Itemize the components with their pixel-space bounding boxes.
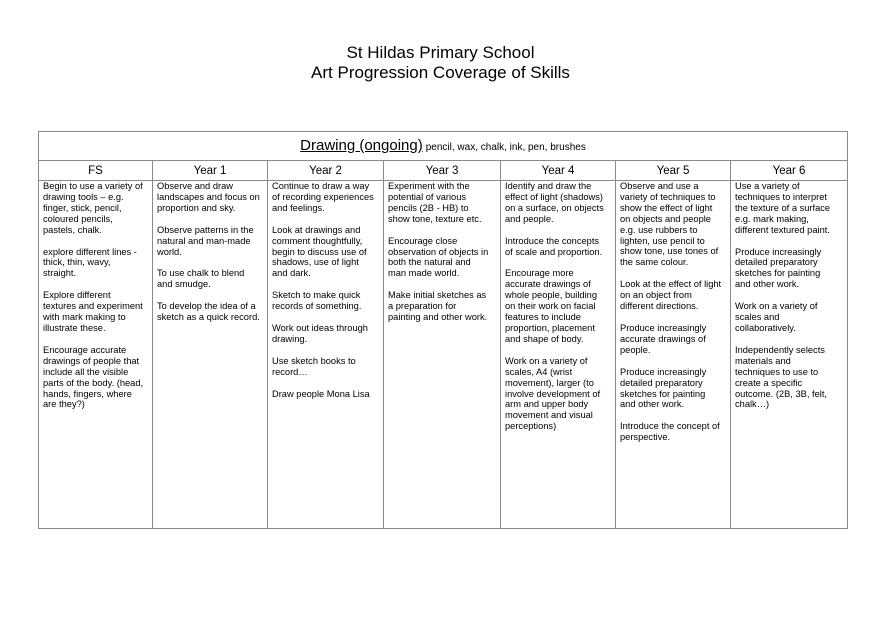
cell-paragraph: To use chalk to blend and smudge. <box>157 268 245 290</box>
section-header <box>39 132 848 161</box>
cell-paragraph: Introduce the concept of perspective. <box>620 421 720 443</box>
cell-paragraph: Begin to use a variety of drawing tools – e.g. finger, stick, pencil, coloured pencils, pastels, chalk. <box>43 181 143 235</box>
cell-paragraph: Independently selects materials and techniques to use to create a specific outcome. (2B, 3B, felt, chalk…) <box>735 344 827 410</box>
cell-paragraph: Encourage close observation of objects in both the natural and man made world. <box>388 235 489 279</box>
cell-paragraph: Introduce the concepts of scale and proportion. <box>505 235 603 257</box>
section-title: Drawing (ongoing) <box>300 137 423 154</box>
cell-paragraph: Observe and use a variety of techniques to show the effect of light on objects and people e.g. use rubbers to lighten, use pencil to show tone, use tones of the same colour. <box>620 181 719 268</box>
table-cell <box>384 181 501 529</box>
cell-paragraph: Explore different textures and experiment with mark making to illustrate these. <box>43 290 143 333</box>
cell-paragraph: Work on a variety of scales, A4 (wrist movement), larger (to involve development of arm and upper body movement and visual perceptions) <box>505 355 601 432</box>
column-header: Year 1 <box>153 161 268 181</box>
cell-paragraph: Produce increasingly accurate drawings of people. <box>620 322 707 355</box>
table-cell <box>731 181 848 529</box>
cell-paragraph: Observe patterns in the natural and man-made world. <box>157 224 254 257</box>
cell-paragraph: Work out ideas through drawing. <box>272 323 368 344</box>
column-header: Year 2 <box>268 161 384 181</box>
column-header: Year 6 <box>731 161 848 181</box>
column-header: Year 4 <box>501 161 616 181</box>
cell-paragraph: explore different lines - thick, thin, wavy, straight. <box>43 246 137 279</box>
cell-paragraph: Identify and draw the effect of light (shadows) on a surface, on objects and people. <box>505 181 604 224</box>
cell-paragraph: Continue to draw a way of recording experiences and feelings. <box>272 181 374 213</box>
column-header: Year 5 <box>616 161 731 181</box>
cell-paragraph: Experiment with the potential of various pencils (2B - HB) to show tone, texture etc. <box>388 181 482 224</box>
section-materials: pencil, wax, chalk, ink, pen, brushes <box>425 142 586 153</box>
cell-paragraph: Encourage more accurate drawings of whole people, building on their work on facial features to include proportion, placement and shape of body. <box>505 268 598 344</box>
cell-paragraph: Use a variety of techniques to interpret the texture of a surface e.g. mark making, different textured paint. <box>735 181 831 235</box>
table-cell <box>268 181 384 529</box>
cell-paragraph: To develop the idea of a sketch as a quick record. <box>157 301 260 323</box>
skills-table <box>38 131 848 529</box>
cell-paragraph: Produce increasingly detailed preparatory sketches for painting and other work. <box>620 366 707 410</box>
cell-paragraph: Look at the effect of light on an object from different directions. <box>620 279 722 312</box>
school-name: St Hildas Primary School <box>346 43 535 62</box>
cell-paragraph: Make initial sketches as a preparation for painting and other work. <box>388 290 488 323</box>
column-header: FS <box>39 161 153 181</box>
cell-paragraph: Use sketch books to record… <box>272 355 356 377</box>
table-row <box>39 181 848 529</box>
table-cell <box>153 181 268 529</box>
cell-paragraph: Work on a variety of scales and collaboratively. <box>735 301 818 333</box>
cell-paragraph: Produce increasingly detailed preparatory sketches for painting and other work. <box>735 246 822 290</box>
table-cell <box>616 181 731 529</box>
cell-paragraph: Look at drawings and comment thoughtfully, begin to discuss use of shadows, use of light and dark. <box>272 224 367 279</box>
cell-paragraph: Encourage accurate drawings of people that include all the visible parts of the body. (head, hands, fingers, where are they?) <box>43 344 144 410</box>
cell-paragraph: Observe and draw landscapes and focus on proportion and sky. <box>157 181 260 213</box>
column-header: Year 3 <box>384 161 501 181</box>
cell-paragraph: Draw people Mona Lisa <box>272 388 370 399</box>
column-header-row <box>39 161 848 181</box>
cell-paragraph: Sketch to make quick records of something. <box>272 290 362 312</box>
table-cell <box>39 181 153 529</box>
table-cell <box>501 181 616 529</box>
document-title: Art Progression Coverage of Skills <box>311 63 570 82</box>
